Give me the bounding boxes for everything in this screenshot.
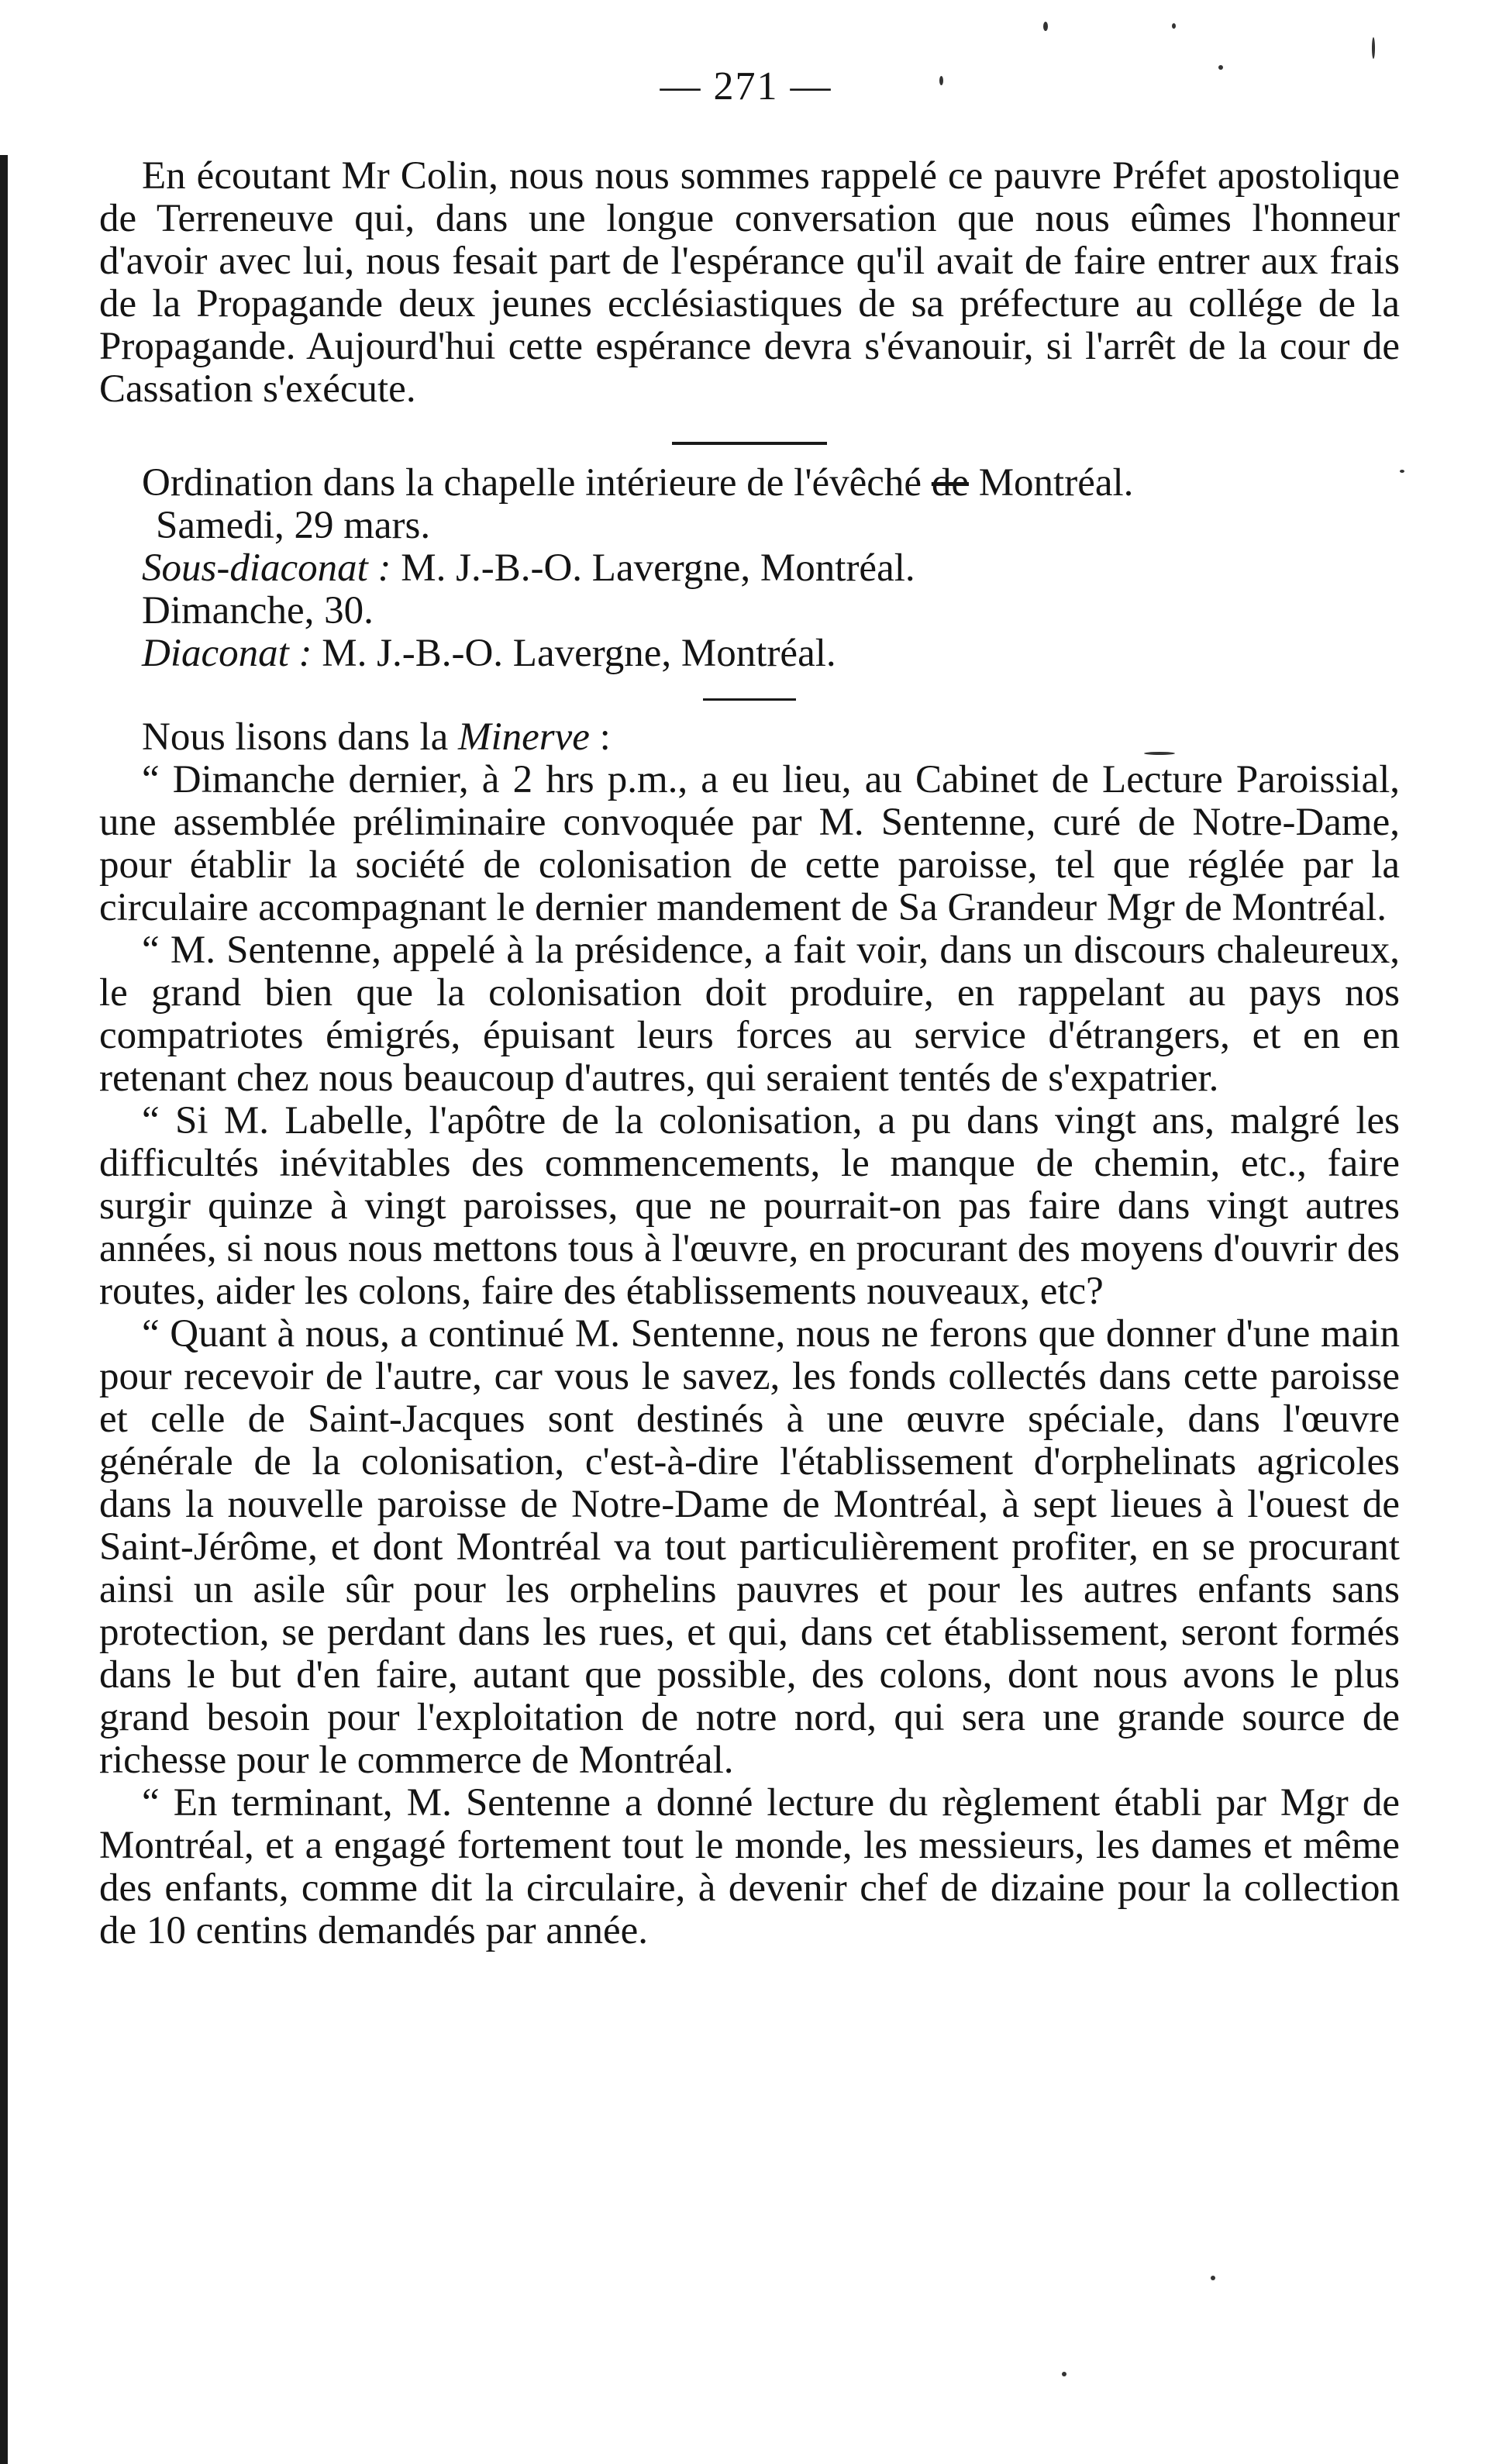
quote-paragraph: “ M. Sentenne, appelé à la présidence, a fait voir, dans un discours chaleureux, le grand bien que la colonisation doit produire, en rappelant au pays nos compatriotes émigrés, épuisant leurs forces au service d'étrangers, et en en retenant chez nous beaucoup d'autres, qui seraient tentés de s'expatrier. [99, 929, 1400, 1100]
print-speckle [1400, 470, 1404, 473]
ordination-date-2: Dimanche, 30. [142, 589, 374, 632]
quote-paragraph: “ En terminant, M. Sentenne a donné lecture du règlement établi par Mgr de Montréal, et a engagé fortement tout le monde, les messieurs, les dames et même des enfants, comme dit la circulaire, à devenir chef de dizaine pour la collection de 10 centins demandés par année. [99, 1781, 1400, 1952]
print-speckle [1211, 2276, 1215, 2280]
quote-paragraph: “ Si M. Labelle, l'apôtre de la colonisation, a pu dans vingt ans, malgré les difficultés inévitables des commencements, le manque de chemin, etc., faire surgir quinze à vingt paroisses, que ne pourrait-on pas faire dans vingt autres années, si nous nous mettons tous à l'œuvre, en procurant des moyens d'ouvrir des routes, aider les colons, faire des établissements nouveaux, etc? [99, 1099, 1400, 1313]
ordination-entry-1: Sous-diaconat : M. J.-B.-O. Lavergne, Montréal. [142, 546, 915, 590]
minerve-intro: Nous lisons dans la Minerve : [142, 715, 611, 759]
newspaper-name: Minerve [458, 715, 590, 759]
ordination-date-1: Samedi, 29 mars. [156, 504, 431, 547]
rank-label: Sous-diaconat : [142, 546, 391, 590]
ordination-entry-2: Diaconat : M. J.-B.-O. Lavergne, Montréal. [142, 632, 836, 675]
ordination-notice [142, 462, 1400, 675]
page-number: — 271 — [660, 64, 832, 109]
quote-paragraph: “ Dimanche dernier, à 2 hrs p.m., a eu lieu, au Cabinet de Lecture Paroissial, une assemblée préliminaire convoquée par M. Sentenne, curé de Notre-Dame, pour établir la société de colonisation de cette paroisse, tel que réglée par la circulaire accompagnant le dernier mandement de Sa Grandeur Mgr de Montréal. [99, 758, 1400, 929]
print-speckle [1372, 37, 1375, 59]
section-separator [703, 698, 796, 701]
print-speckle [1062, 2372, 1066, 2376]
print-speckle [1043, 22, 1048, 31]
rank-label: Diaconat : [142, 632, 312, 675]
paragraph-colin: En écoutant Mr Colin, nous nous sommes rappelé ce pauvre Préfet apostolique de Terreneuve qui, dans une longue conversation que nous eûmes l'honneur d'avoir avec lui, nous fesait part de l'espérance qu'il avait de faire entrer aux frais de la Propagande deux jeunes ecclésiastiques de sa préfecture au collége de la Propagande. Aujourd'hui cette espérance devra s'évanouir, si l'arrêt de la cour de Cassation s'exécute. [99, 154, 1400, 411]
page-edge-shadow [0, 155, 8, 2464]
section-separator [672, 442, 827, 445]
quote-paragraph: “ Quant à nous, a continué M. Sentenne, nous ne ferons que donner d'une main pour recevoir de l'autre, car vous le savez, les fonds collectés dans cette paroisse et celle de Saint-Jacques sont destinés à une œuvre spéciale, dans l'œuvre générale de la colonisation, c'est-à-dire l'établissement d'orphelinats agricoles dans la nouvelle paroisse de Notre-Dame de Montréal, à sept lieues à l'ouest de Saint-Jérôme, et dont Montréal va tout particulièrement profiter, en se procurant ainsi un asile sûr pour les orphelins pauvres et pour les autres enfants sans protection, se perdant dans les rues, et qui, dans cet établissement, seront formés dans le but d'en faire, autant que possible, des colons, dont nous avons le plus grand besoin pour l'exploitation de notre nord, qui sera une grande source de richesse pour le commerce de Montréal. [99, 1312, 1400, 1782]
struck-word: de [931, 461, 969, 505]
page-body [99, 155, 1400, 1952]
print-speckle [1172, 23, 1176, 29]
ordination-title: Ordination dans la chapelle intérieure de l'évêché de Montréal. [142, 461, 1134, 505]
